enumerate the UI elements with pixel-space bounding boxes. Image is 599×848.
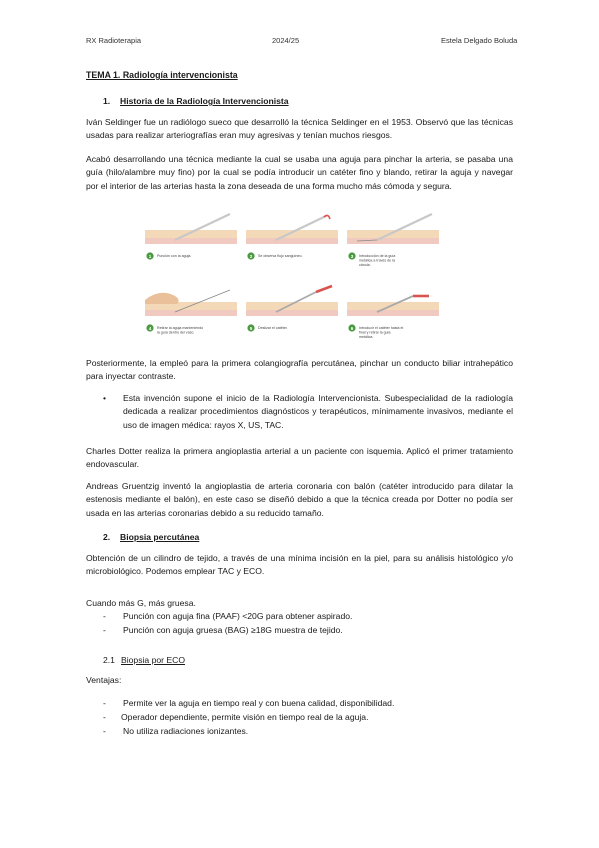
list-item-bag bbox=[103, 624, 513, 638]
list-item-text: Punción con aguja gruesa (BAG) ≥18G muestra de tejido. bbox=[123, 625, 343, 635]
vessel-layer bbox=[246, 238, 338, 244]
header-right: Estela Delgado Boluda bbox=[441, 36, 518, 45]
section-1-title: Historia de la Radiología Intervencionista bbox=[120, 96, 289, 106]
header-left: RX Radioterapia bbox=[86, 36, 142, 45]
bullet-marker: • bbox=[103, 393, 107, 403]
paragraph-dotter: Charles Dotter realiza la primera angioplastia arterial a un paciente con isquemia. Aplicó el primer tratamiento endovascular. bbox=[86, 446, 513, 470]
section-2-1-title: Biopsia por ECO bbox=[121, 655, 186, 665]
vessel-layer bbox=[347, 310, 439, 316]
step-caption: Introducir el catéter hasta el bbox=[359, 326, 404, 330]
header-center: 2024/25 bbox=[272, 36, 300, 45]
step-number: 6 bbox=[350, 325, 354, 331]
finger-icon bbox=[145, 293, 179, 304]
dash-marker: - bbox=[103, 698, 106, 708]
paragraph-seldinger-1: Iván Seldinger fue un radiólogo sueco que desarrolló la técnica Seldinger en el 1953. Observó que las técnicas usadas para realizar arteriografías eran muy agresivas y tenían muchos riesgos. bbox=[86, 117, 513, 141]
list-item-ventaja-3 bbox=[103, 725, 513, 739]
figure-step-1 bbox=[145, 214, 237, 260]
step-caption: Deslizar el catéter. bbox=[258, 326, 288, 330]
figure-step-4 bbox=[145, 290, 237, 335]
vessel-layer bbox=[246, 310, 338, 316]
section-2-number: 2. bbox=[103, 532, 111, 542]
step-number: 1 bbox=[148, 253, 152, 259]
step-caption: Retirar la aguja manteniendo bbox=[157, 326, 204, 330]
figure-step-5 bbox=[246, 286, 338, 332]
step-caption: metálica. bbox=[359, 335, 374, 339]
section-2-1-number: 2.1 bbox=[103, 655, 115, 665]
list-item-ventaja-2 bbox=[103, 711, 513, 725]
section-2-heading bbox=[103, 532, 199, 542]
list-item-ventaja-1 bbox=[103, 697, 513, 711]
paragraph-calibre: Cuando más G, más gruesa. bbox=[86, 598, 196, 608]
bullet-text: Esta invención supone el inicio de la Radiología Intervencionista. Subespecialidad de la radiología dedicada a realizar procedimientos diagnósticos y terapéuticos, mínimamente invasivos, mediante el uso de imagen médica: rayos X, US, TAC. bbox=[123, 393, 513, 430]
vessel-layer bbox=[145, 238, 237, 244]
figure-step-3 bbox=[347, 214, 439, 267]
list-item-paaf bbox=[103, 610, 513, 624]
dash-marker: - bbox=[103, 712, 106, 722]
step-number: 5 bbox=[249, 325, 253, 331]
bullet-item-radiologia bbox=[103, 392, 513, 436]
paragraph-biopsia: Obtención de un cilindro de tejido, a través de una mínima incisión en la piel, para su análisis histológico y/o microbiológico. Podemos emplear TAC y ECO. bbox=[86, 553, 513, 577]
paragraph-gruentzig: Andreas Gruentzig inventó la angioplastia de arteria coronaria con balón (catéter introducido para dilatar la estenosis mediante el balón), en este caso se diseñó debido a que la técnica creada por Dotter no podía ser usada en las arterias coronarias debido a su reducido tamaño. bbox=[86, 481, 513, 518]
dash-marker: - bbox=[103, 611, 106, 621]
dash-marker: - bbox=[103, 726, 106, 736]
step-caption: Introducción de la guía bbox=[359, 254, 396, 258]
section-1-heading bbox=[103, 96, 289, 106]
step-caption: la guía dentro del vaso. bbox=[157, 330, 195, 335]
skin-layer bbox=[347, 302, 439, 310]
step-caption: final y retirar la guía bbox=[359, 330, 391, 335]
figure-step-6 bbox=[347, 296, 439, 339]
list-item-text: Operador dependiente, permite visión en tiempo real de la aguja. bbox=[121, 712, 369, 722]
list-item-text: Punción con aguja fina (PAAF) <20G para obtener aspirado. bbox=[123, 611, 353, 621]
step-caption: Se observa flujo sanguíneo. bbox=[258, 254, 303, 258]
figure-step-2 bbox=[246, 215, 338, 259]
section-2-title: Biopsia percutánea bbox=[120, 532, 200, 542]
step-number: 4 bbox=[148, 325, 152, 331]
step-caption: metálica a través de la bbox=[359, 258, 395, 263]
paragraph-colangiografia: Posteriormente, la empleó para la primera colangiografía percutánea, pinchar un conducto biliar intrahepático para inyectar contraste. bbox=[86, 358, 513, 382]
step-caption: Punción con la aguja. bbox=[157, 254, 192, 258]
paragraph-seldinger-2: Acabó desarrollando una técnica mediante la cual se usaba una aguja para pinchar la arteria, se pasaba una guía (hilo/alambre muy fino) por la cual se podía introducir un catéter fino y blando, retirar la aguja y navegar por el interior de las arterias hasta la zona deseada de una forma mucho más cómoda y segura. bbox=[86, 154, 513, 191]
section-1-number: 1. bbox=[103, 96, 111, 106]
catheter-hub-icon bbox=[316, 286, 332, 292]
skin-layer bbox=[347, 230, 439, 238]
seldinger-technique-figure bbox=[145, 208, 455, 348]
section-2-1-heading bbox=[103, 655, 185, 665]
ventajas-label: Ventajas: bbox=[86, 675, 122, 685]
blood-flow-icon bbox=[324, 215, 330, 219]
list-item-text: Permite ver la aguja en tiempo real y con buena calidad, disponibilidad. bbox=[123, 698, 395, 708]
list-item-text: No utiliza radiaciones ionizantes. bbox=[123, 726, 249, 736]
vessel-layer bbox=[145, 310, 237, 316]
skin-layer bbox=[145, 230, 237, 238]
dash-marker: - bbox=[103, 625, 106, 635]
step-caption: cánula. bbox=[359, 263, 371, 267]
step-number: 3 bbox=[350, 253, 354, 259]
page-title: TEMA 1. Radiología intervencionista bbox=[86, 70, 238, 80]
step-number: 2 bbox=[249, 253, 253, 259]
